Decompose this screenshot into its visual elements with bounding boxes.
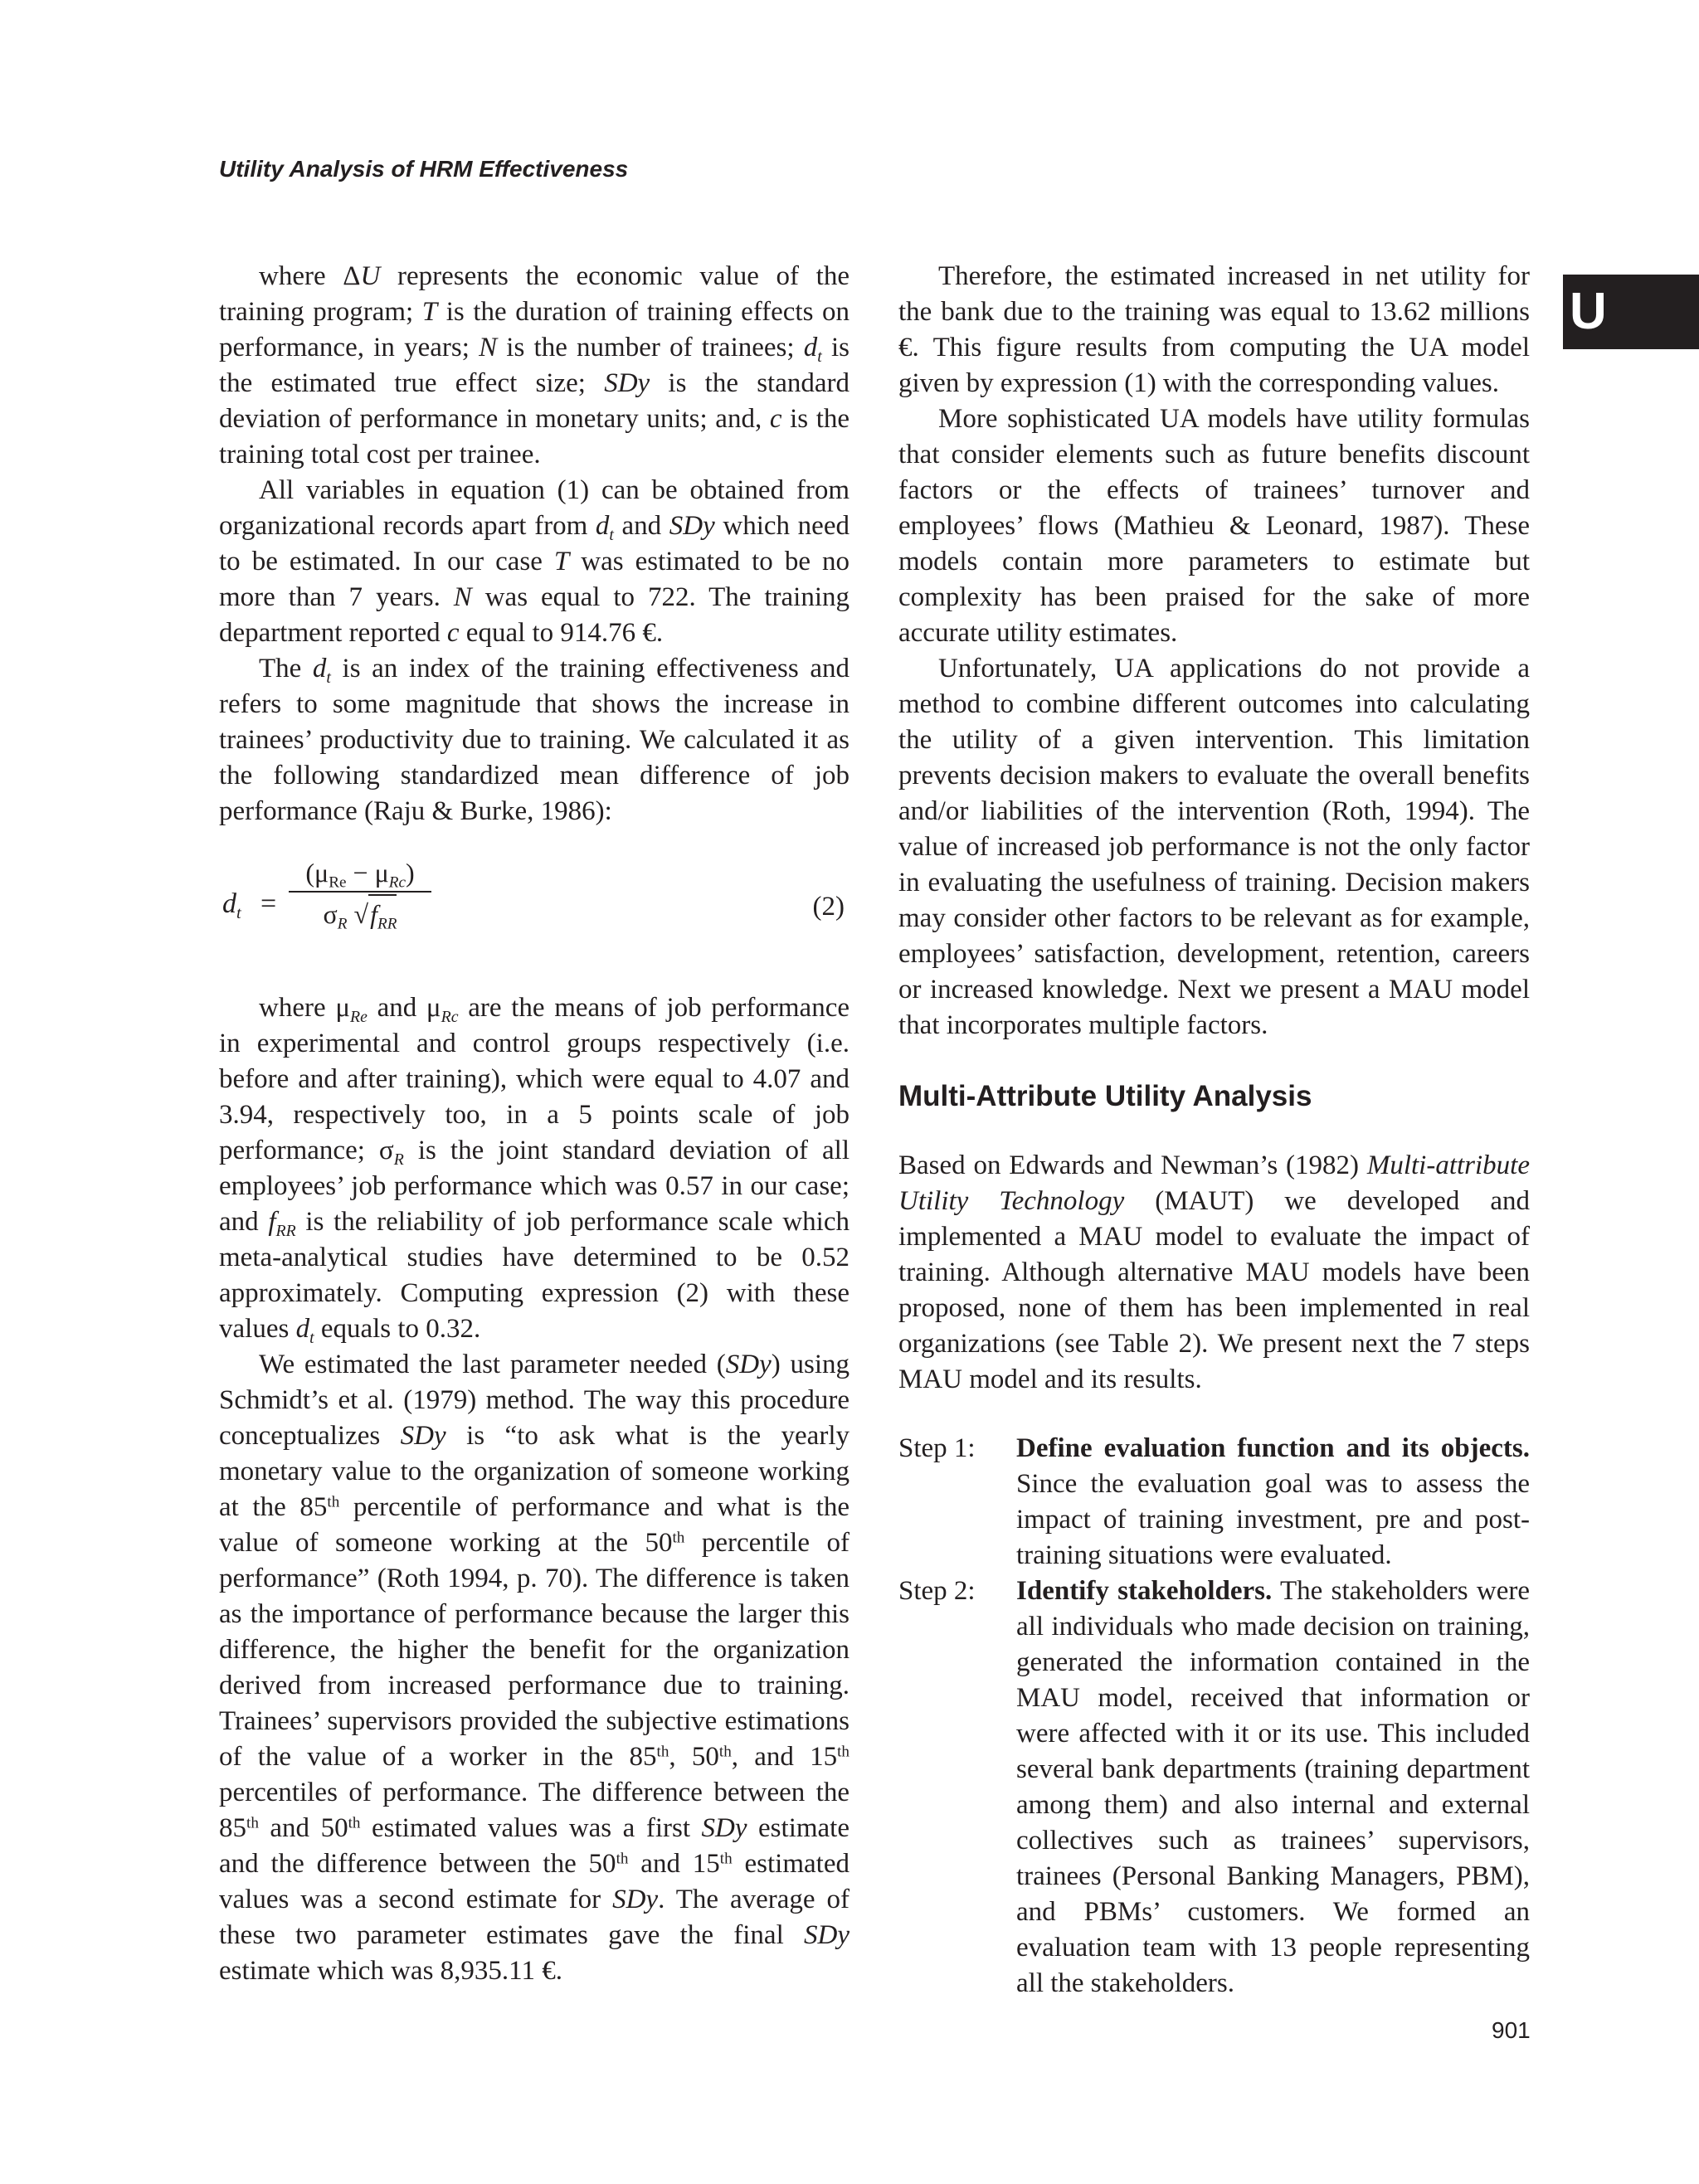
left-column — [219, 259, 850, 1989]
right-paragraph-4: Based on Edwards and Newman’s (1982) Multi-attribute Utility Technology (MAUT) we developed and implemented a MAU model to evaluate the impact of training. Although alternative MAU models have been proposed, none of them has been implemented in real organizations (see Table 2). We present next the 7 steps MAU model and its results. — [898, 1150, 1530, 1394]
step-body: Identify stakeholders. The stakeholders were all individuals who made decision on training, generated the information contained in the MAU model, received that information or were affected with it or its use. This included several bank departments (training department among them) and also internal and external collectives such as trainees’ supervisors, trainees (Personal Banking Managers, PBM), and PBMs’ customers. We formed an evaluation team with 13 people representing all the stakeholders. — [1016, 1576, 1531, 1998]
left-paragraph-3: The $d_t$ is an index of the training effectiveness and refers to some magnitude that shows the increase in trainees’ productivity due to training. We calculated it as the following standardized mean difference of job performance (Raju & Burke, 1986): — [219, 654, 850, 826]
left-paragraph-2: All variables in equation (1) can be obtained from organizational records apart from $d_t$ and SDy which need to be estimated. In our case T was estimated to be no more than 7 years. N was equal to 722. The training department reported c equal to 914.76 €. — [219, 475, 850, 648]
step-body: Define evaluation function and its objects. Since the evaluation goal was to assess the impact of training investment, pre and post-training situations were evaluated. — [1016, 1433, 1530, 1570]
left-paragraph-1: where ΔU represents the economic value of the training program; T is the duration of training effects on performance, in years; N is the number of trainees; $d_t$ is the estimated true effect size; SDy is the standard deviation of performance in monetary units; and, c is the training total cost per trainee. — [219, 261, 850, 469]
step-label: Step 2: — [898, 1576, 976, 1606]
equation-denominator: $\sigma_R$ $√f_{RR}$ — [289, 894, 431, 932]
step-1 — [898, 1431, 1530, 1574]
step-2 — [898, 1574, 1530, 2002]
equation-fraction — [289, 856, 431, 932]
step-title: Identify stakeholders. — [1016, 1576, 1273, 1606]
left-paragraph-5: We estimated the last parameter needed (SDy) using Schmidt’s et al. (1979) method. The way this procedure conceptualizes SDy is “to ask what is the yearly monetary value to the organization of someone working at the 85th percentile of performance and what is the value of someone working at the 50th percentile of performance” (Roth 1994, p. 70). The difference is taken as the importance of performance because the larger this difference, the higher the benefit for the organization derived from increased performance due to training. Trainees’ supervisors provided the subjective estimations of the value of a worker in the 85th, 50th, and 15th percentiles of performance. The difference between the 85th and 50th estimated values was a first SDy estimate and the difference between the 50th and 15th estimated values was a second estimate for SDy. The average of these two parameter estimates gave the final SDy estimate which was 8,935.11 €. — [219, 1350, 850, 1986]
running-head: Utility Analysis of HRM Effectiveness — [219, 156, 629, 182]
equation-lhs: $d_t$ — [222, 888, 241, 923]
equation-equals: = — [260, 888, 277, 919]
equation-numerator: $(\mu_{Re} - \mu_{Rc})$ — [305, 858, 415, 892]
equation-number: (2) — [812, 892, 845, 922]
section-thumb-tab: U — [1563, 275, 1699, 349]
right-column — [898, 259, 1530, 2002]
fraction-bar — [289, 891, 431, 893]
left-paragraph-4: where $\mu_{Re}$ and $\mu_{Rc}$ are the means of job performance in experimental and control groups respectively (i.e. before and after training), which were equal to 4.07 and 3.94, respectively too, in a 5 points scale of job performance; $\sigma_R$ is the joint standard deviation of all employees’ job performance which was 0.57 in our case; and $f_{RR}$ is the reliability of job performance scale which meta-analytical studies have determined to be 0.52 approximately. Computing expression (2) with these values $d_t$ equals to 0.32. — [219, 993, 850, 1347]
section-heading: Multi-Attribute Utility Analysis — [898, 1080, 1312, 1112]
right-paragraph-3: Unfortunately, UA applications do not provide a method to combine different outcomes into calculating the utility of a given intervention. This limitation prevents decision makers to evaluate the overall benefits and/or liabilities of the intervention (Roth, 1994). The value of increased job performance is not the only factor in evaluating the usefulness of training. Decision makers may consider other factors to be relevant as for example, employees’ satisfaction, development, retention, careers or increased knowledge. Next we present a MAU model that incorporates multiple factors. — [898, 654, 1530, 1040]
right-paragraph-1: Therefore, the estimated increased in net utility for the bank due to the training was equal to 13.62 millions €. This figure results from computing the UA model given by expression (1) with the corresponding values. — [898, 261, 1530, 398]
equation-2 — [219, 846, 850, 979]
step-label: Step 1: — [898, 1433, 976, 1463]
step-title: Define evaluation function and its objects. — [1016, 1433, 1530, 1463]
page-number: 901 — [1492, 2017, 1531, 2043]
right-paragraph-2: More sophisticated UA models have utility formulas that consider elements such as future benefits discount factors or the effects of trainees’ turnover and employees’ flows (Mathieu & Leonard, 1987). These models contain more parameters to estimate but complexity has been praised for the sake of more accurate utility estimates. — [898, 404, 1530, 648]
